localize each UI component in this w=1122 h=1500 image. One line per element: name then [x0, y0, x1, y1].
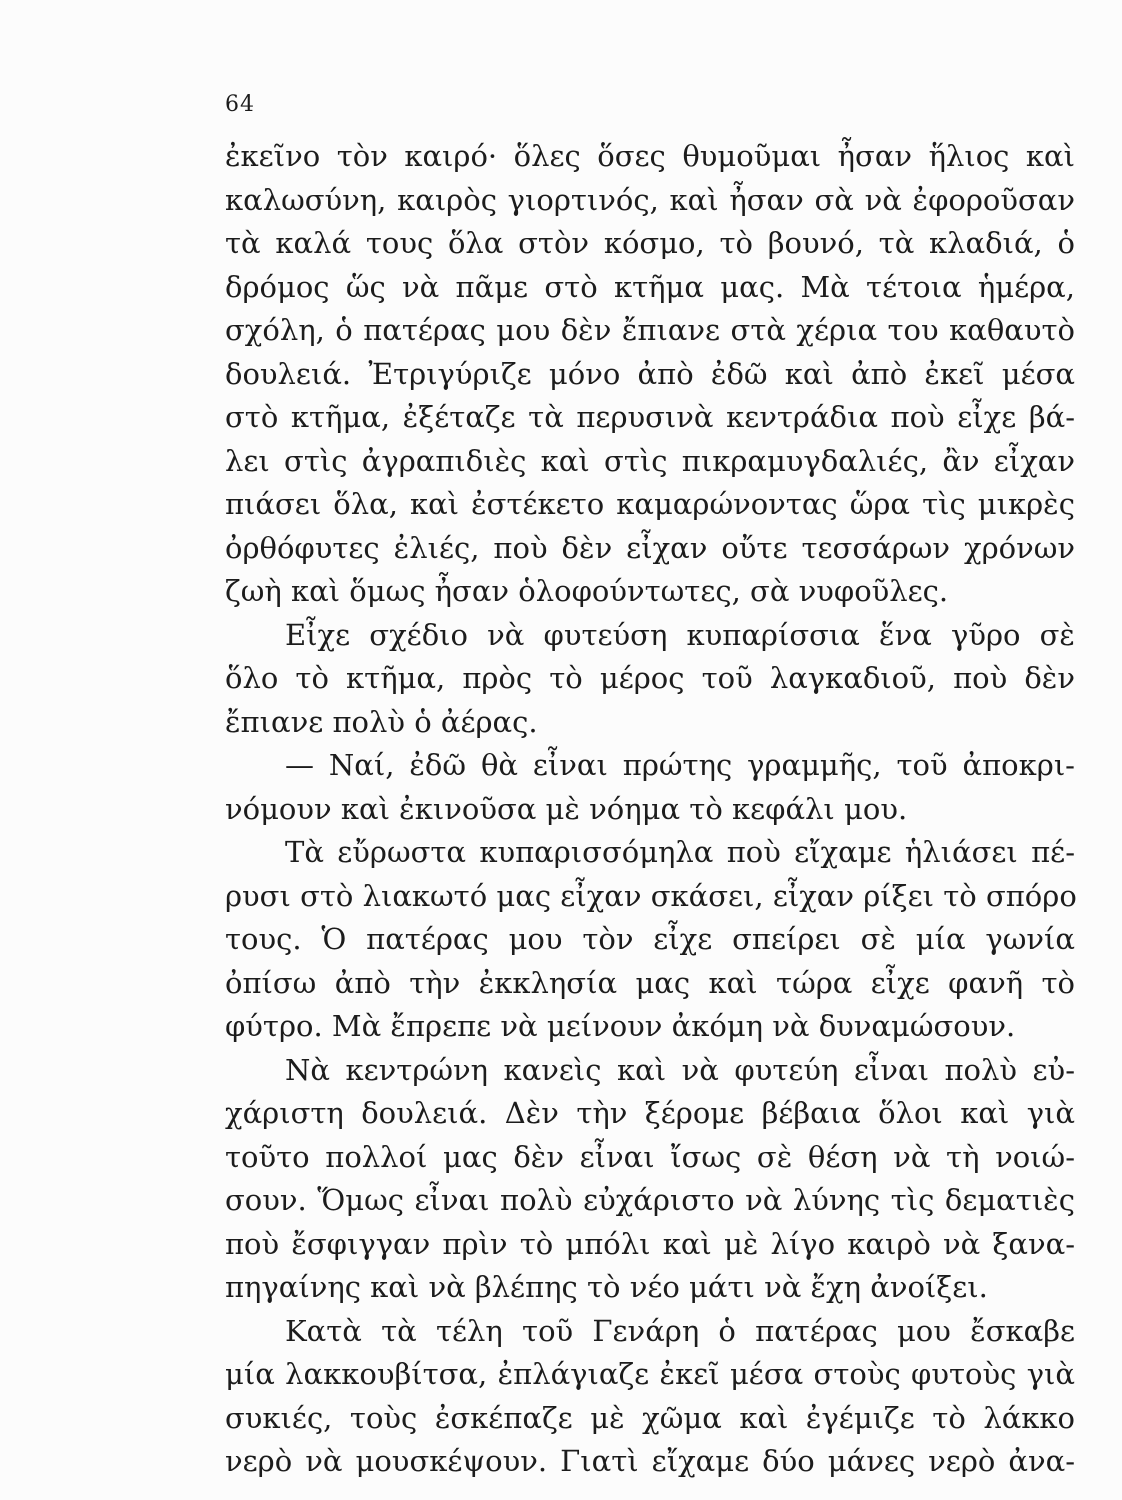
text-line: τους. Ὁ πατέρας μου τὸν εἶχε σπείρει σὲ μία γωνία [225, 922, 1075, 956]
text-line: χάριστη δουλειά. Δὲν τὴν ξέρομε βέβαια ὅλοι καὶ γιὰ [225, 1096, 1075, 1130]
text-line: τὰ καλά τους ὅλα στὸν κόσμο, τὸ βουνό, τὰ κλαδιά, ὁ [225, 226, 1075, 260]
text-line: καλωσύνη, καιρὸς γιορτινός, καὶ ἦσαν σὰ νὰ ἐφοροῦσαν [225, 182, 1075, 217]
text-line: ὅλο τὸ κτῆμα, πρὸς τὸ μέρος τοῦ λαγκαδιοῦ, ποὺ δὲν [225, 661, 1075, 695]
text-line: λει στὶς ἀγραπιδιὲς καὶ στὶς πικραμυγδαλιές, ἂν εἶχαν [225, 443, 1075, 478]
text-line: σουν. Ὅμως εἶναι πολὺ εὐχάριστο νὰ λύνης τὶς δεματιὲς [225, 1183, 1075, 1217]
text-line: νερὸ νὰ μουσκέψουν. Γιατὶ εἴχαμε δύο μάνες νερὸ ἀνα- [225, 1444, 1075, 1478]
text-line: μία λακκουβίτσα, ἐπλάγιαζε ἐκεῖ μέσα στοὺς φυτοὺς γιὰ [225, 1357, 1075, 1391]
text-line: — Ναί, ἐδῶ θὰ εἶναι πρώτης γραμμῆς, τοῦ ἀποκρι- [285, 748, 1075, 782]
text-line: ποὺ ἔσφιγγαν πρὶν τὸ μπόλι καὶ μὲ λίγο καιρὸ νὰ ξανα- [225, 1226, 1075, 1261]
text-line: Κατὰ τὰ τέλη τοῦ Γενάρη ὁ πατέρας μου ἔσκαβε [285, 1313, 1075, 1348]
text-line: ὀρθόφυτες ἐλιές, ποὺ δὲν εἶχαν οὔτε τεσσάρων χρόνων [225, 530, 1075, 565]
text-line: πηγαίνης καὶ νὰ βλέπης τὸ νέο μάτι νὰ ἔχη ἀνοίξει. [225, 1270, 988, 1304]
text-line: σχόλη, ὁ πατέρας μου δὲν ἔπιανε στὰ χέρια του καθαυτὸ [225, 313, 1075, 347]
text-line: ἐκεῖνο τὸν καιρό· ὅλες ὅσες θυμοῦμαι ἦσαν ἥλιος καὶ [225, 139, 1075, 173]
text-line: Νὰ κεντρώνη κανεὶς καὶ νὰ φυτεύη εἶναι πολὺ εὐ- [285, 1052, 1075, 1087]
text-line: δρόμος ὥς νὰ πᾶμε στὸ κτῆμα μας. Μὰ τέτοια ἡμέρα, [225, 269, 1075, 304]
text-line: ἔπιανε πολὺ ὁ ἀέρας. [225, 704, 538, 739]
text-line: πιάσει ὅλα, καὶ ἐστέκετο καμαρώνοντας ὥρα τὶς μικρὲς [225, 487, 1075, 521]
body-text [225, 135, 1075, 1484]
text-line: ρυσι στὸ λιακωτό μας εἶχαν σκάσει, εἶχαν ρίξει τὸ σπόρο [225, 878, 1077, 913]
text-line: Τὰ εὔρωστα κυπαρισσόμηλα ποὺ εἴχαμε ἡλιάσει πέ- [285, 835, 1075, 869]
page-number: 64 [225, 92, 255, 117]
text-line: Εἶχε σχέδιο νὰ φυτεύση κυπαρίσσια ἕνα γῦρο σὲ [285, 617, 1075, 652]
text-line: ζωὴ καὶ ὅμως ἦσαν ὁλοφούντωτες, σὰ νυφοῦλες. [225, 574, 949, 608]
text-line: ὀπίσω ἀπὸ τὴν ἐκκλησία μας καὶ τώρα εἶχε φανῆ τὸ [225, 965, 1075, 1000]
text-line: τοῦτο πολλοί μας δὲν εἶναι ἴσως σὲ θέση νὰ τὴ νοιώ- [225, 1139, 1075, 1174]
text-line: δουλειά. Ἐτριγύριζε μόνο ἀπὸ ἐδῶ καὶ ἀπὸ ἐκεῖ μέσα [225, 356, 1075, 391]
text-line: φύτρο. Μὰ ἔπρεπε νὰ μείνουν ἀκόμη νὰ δυναμώσουν. [225, 1009, 1016, 1043]
text-line: νόμουν καὶ ἐκινοῦσα μὲ νόημα τὸ κεφάλι μου. [225, 791, 908, 826]
text-line: στὸ κτῆμα, ἐξέταζε τὰ περυσινὰ κεντράδια ποὺ εἶχε βά- [225, 400, 1075, 434]
text-line: συκιές, τοὺς ἐσκέπαζε μὲ χῶμα καὶ ἐγέμιζε τὸ λάκκο [225, 1400, 1075, 1435]
